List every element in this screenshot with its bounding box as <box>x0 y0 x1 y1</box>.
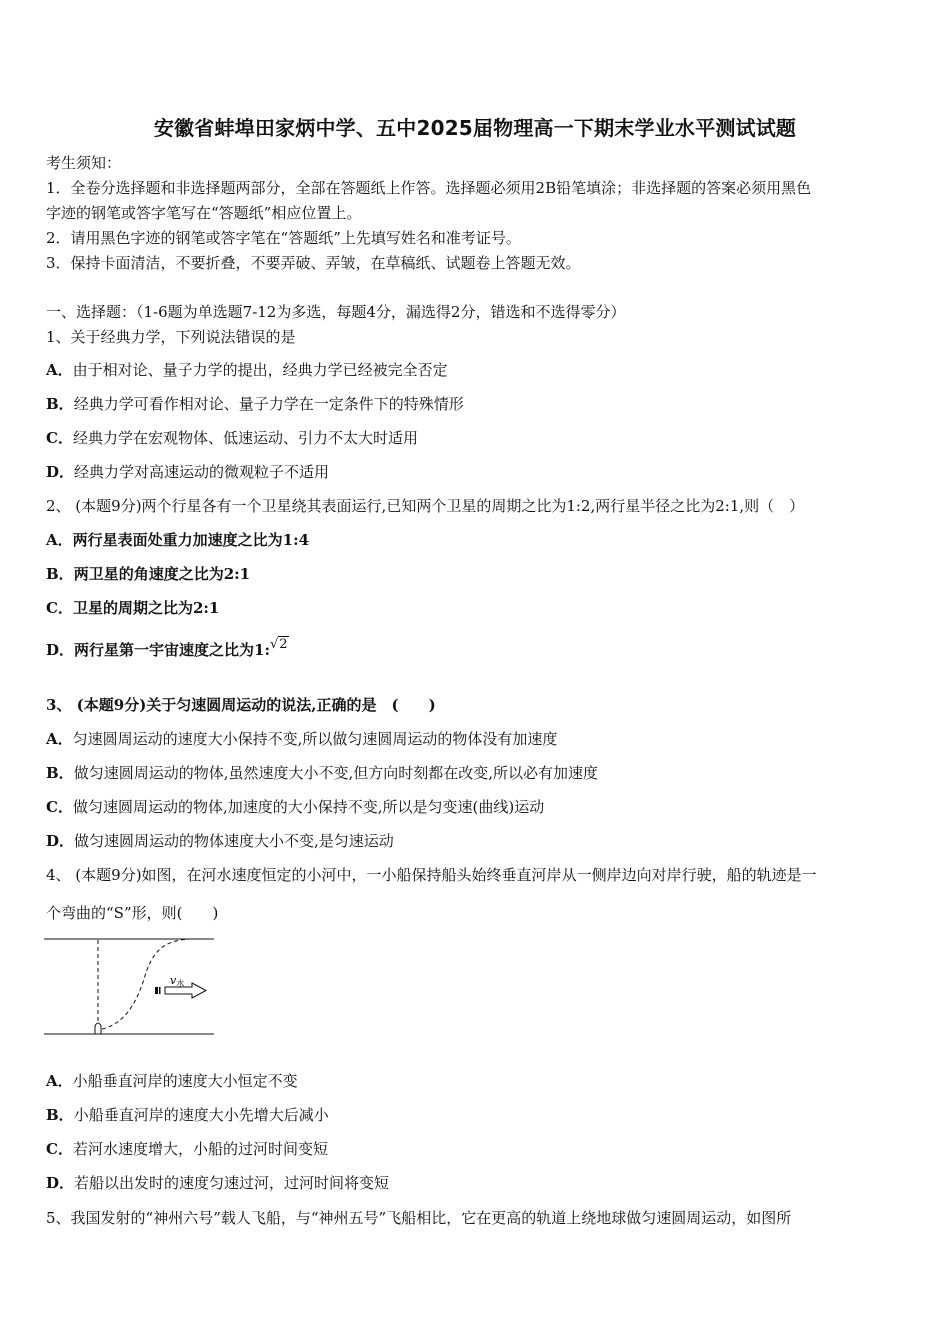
q2-option-c <box>46 598 219 618</box>
option-text: 由于相对论、量子力学的提出，经典力学已经被完全否定 <box>72 361 448 379</box>
option-text: 卫星的周期之比为2:1 <box>72 599 220 617</box>
question-4-stem: 4、 (本题9分)如图，在河水速度恒定的小河中，一小船保持船头始终垂直河岸从一侧岸边向对岸行驶，船的轨迹是一 <box>46 866 817 884</box>
option-text: 小船垂直河岸的速度大小恒定不变 <box>72 1072 298 1090</box>
option-text: 经典力学可看作相对论、量子力学在一定条件下的特殊情形 <box>73 395 464 413</box>
option-letter: D． <box>46 1174 75 1192</box>
option-letter: C． <box>46 429 73 447</box>
option-text: 两行星表面处重力加速度之比为1:4 <box>72 531 310 549</box>
option-text: 若船以出发时的速度匀速过河，过河时间将变短 <box>74 1174 390 1192</box>
q2-option-d <box>46 637 289 662</box>
question-1-stem: 1、关于经典力学，下列说法错误的是 <box>46 328 296 346</box>
q1-option-b <box>46 394 464 414</box>
option-text: 做匀速圆周运动的物体,加速度的大小保持不变,所以是匀变速(曲线)运动 <box>72 798 545 816</box>
option-letter: C． <box>46 1140 73 1158</box>
question-2-stem: 2、 (本题9分)两个行星各有一个卫星绕其表面运行,已知两个卫星的周期之比为1:2,两行星半径之比为2:1,则（ ） <box>46 497 805 515</box>
option-text: 若河水速度增大，小船的过河时间变短 <box>72 1140 328 1158</box>
option-text: 做匀速圆周运动的物体速度大小不变,是匀速运动 <box>74 832 394 850</box>
q1-option-d <box>46 462 329 482</box>
option-letter: D． <box>46 641 75 659</box>
option-text: 两卫星的角速度之比为2:1 <box>73 565 251 583</box>
boat-icon <box>95 1023 101 1034</box>
notice-heading: 考生须知： <box>46 154 122 172</box>
option-text: 两行星第一宇宙速度之比为1: <box>74 641 270 659</box>
option-letter: B． <box>46 395 74 413</box>
q3-option-d <box>46 831 394 851</box>
option-letter: C． <box>46 599 73 617</box>
question-4-stem-cont: 个弯曲的“S”形，则( ) <box>46 904 219 922</box>
option-text: 小船垂直河岸的速度大小先增大后减小 <box>73 1106 329 1124</box>
option-text: 做匀速圆周运动的物体,虽然速度大小不变,但方向时刻都在改变,所以必有加速度 <box>73 764 598 782</box>
q2-option-b <box>46 564 250 584</box>
q4-option-c <box>46 1139 328 1159</box>
option-letter: A． <box>46 1072 73 1090</box>
option-letter: A． <box>46 531 73 549</box>
notice-item: 1．全卷分选择题和非选择题两部分，全部在答题纸上作答。选择题必须用2B铅笔填涂；非选择题的答案必须用黑色 <box>46 179 812 197</box>
q3-option-c <box>46 797 544 817</box>
q3-option-b <box>46 763 598 783</box>
option-text: 经典力学对高速运动的微观粒子不适用 <box>74 463 330 481</box>
notice-item: 2．请用黑色字迹的钢笔或答字笔在“答题纸”上先填写姓名和准考证号。 <box>46 229 521 247</box>
option-letter: D． <box>46 832 75 850</box>
option-letter: D． <box>46 463 75 481</box>
q1-option-a <box>46 360 448 380</box>
q2-option-a <box>46 530 309 550</box>
sqrt-radical: √2 <box>270 637 288 652</box>
option-letter: B． <box>46 764 74 782</box>
question-5-stem: 5、我国发射的“神州六号”载人飞船，与“神州五号”飞船相比，它在更高的轨道上绕地球做匀速圆周运动，如图所 <box>46 1209 792 1227</box>
q4-option-b <box>46 1105 329 1125</box>
option-letter: A． <box>46 361 73 379</box>
option-letter: B． <box>46 565 74 583</box>
option-letter: A． <box>46 730 73 748</box>
option-letter: B． <box>46 1106 74 1124</box>
q4-option-d <box>46 1173 389 1193</box>
question-3-stem: 3、 (本题9分)关于匀速圆周运动的说法,正确的是 ( ) <box>46 696 436 714</box>
page-title: 安徽省蚌埠田家炳中学、五中2025届物理高一下期末学业水平测试试题 <box>153 116 797 140</box>
option-letter: C． <box>46 798 73 816</box>
notice-item: 3．保持卡面清洁，不要折叠，不要弄破、弄皱，在草稿纸、试题卷上答题无效。 <box>46 254 581 272</box>
radicand: 2 <box>279 637 288 652</box>
river-figure <box>44 934 219 1040</box>
q4-option-a <box>46 1071 298 1091</box>
section-heading: 一、选择题：（1-6题为单选题7-12为多选，每题4分，漏选得2分，错选和不选得零分） <box>46 303 626 321</box>
option-text: 匀速圆周运动的速度大小保持不变,所以做匀速圆周运动的物体没有加速度 <box>72 730 558 748</box>
q3-option-a <box>46 729 557 749</box>
notice-item: 字迹的钢笔或答字笔写在“答题纸”相应位置上。 <box>46 204 362 222</box>
q1-option-c <box>46 428 418 448</box>
option-text: 经典力学在宏观物体、低速运动、引力不太大时适用 <box>72 429 418 447</box>
velocity-label: v水 <box>170 974 185 988</box>
